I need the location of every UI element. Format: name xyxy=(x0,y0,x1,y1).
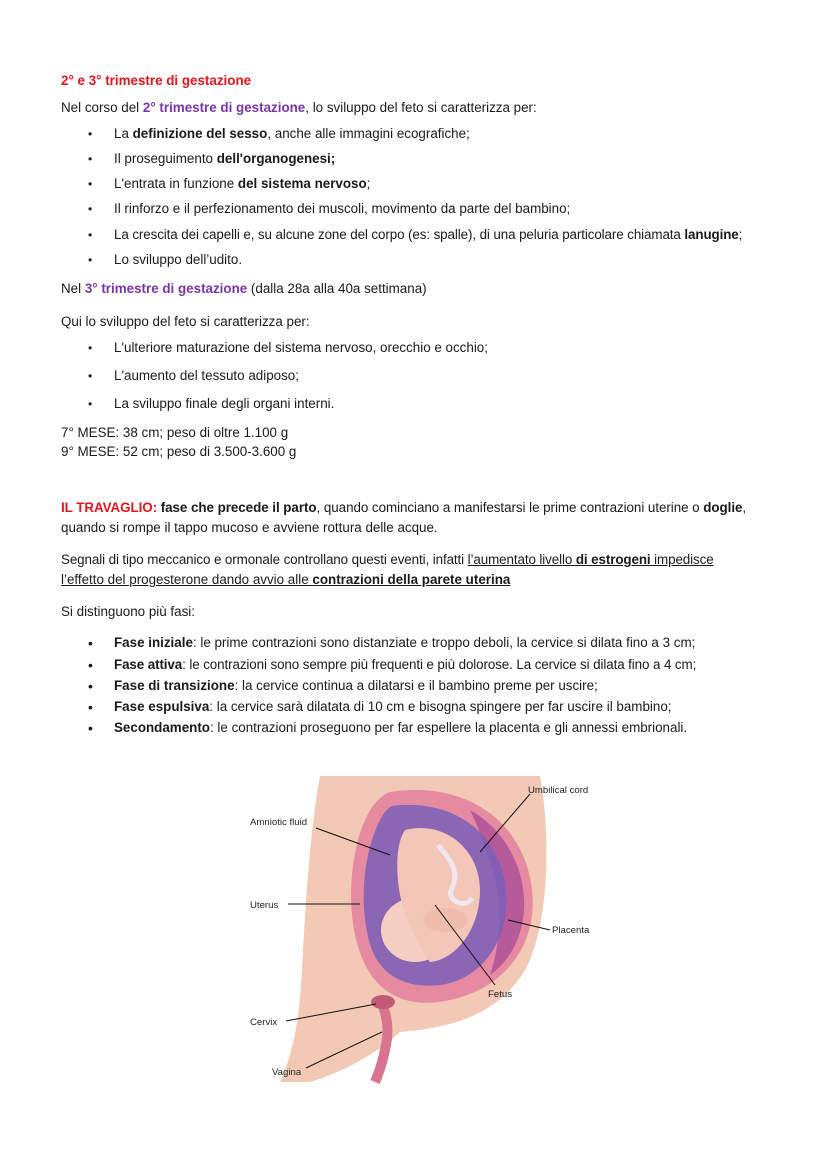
phase-item: Fase espulsiva: la cervice sarà dilatata di 10 cm e bisogna spingere per far uscire il bambino; xyxy=(114,699,672,714)
labor-paragraph-line2: quando si rompe il tappo mucoso e avviene rottura delle acque. xyxy=(61,520,438,535)
list-item: Il proseguimento dell'organogenesi; xyxy=(114,151,336,166)
bullet-icon: • xyxy=(88,202,93,216)
phase-item: Fase di transizione: la cervice continua a dilatarsi e il bambino preme per uscire; xyxy=(114,678,598,693)
label-umbilical-cord: Umbilical cord xyxy=(528,785,589,796)
third-trimester-intro: Nel 3° trimestre di gestazione (dalla 28a alla 40a settimana) xyxy=(61,281,427,296)
month-9-info: 9° MESE: 52 cm; peso di 3.500-3.600 g xyxy=(61,444,297,459)
list-item: La definizione del sesso, anche alle immagini ecografiche; xyxy=(114,126,470,141)
labor-heading: IL TRAVAGLIO: xyxy=(61,500,158,515)
third-trimester-subtitle: Qui lo sviluppo del feto si caratterizza per: xyxy=(61,314,310,329)
phases-intro: Si distinguono più fasi: xyxy=(61,604,195,619)
bullet-icon: • xyxy=(88,253,93,267)
list-item: La sviluppo finale degli organi interni. xyxy=(114,396,335,411)
cervix xyxy=(371,995,395,1009)
label-vagina: Vagina xyxy=(272,1067,302,1078)
list-item: L'aumento del tessuto adiposo; xyxy=(114,368,299,383)
phase-item: Secondamento: le contrazioni proseguono per far espellere la placenta e gli annessi embrionali. xyxy=(114,720,688,735)
label-placenta: Placenta xyxy=(552,925,590,936)
bullet-icon: • xyxy=(88,678,93,694)
phase-item: Fase attiva: le contrazioni sono sempre più frequenti e più dolorose. La cervice si dilata fino a 4 cm; xyxy=(114,657,697,672)
intro-text: , lo sviluppo del feto si caratterizza per: xyxy=(305,100,537,115)
section-heading: 2° e 3° trimestre di gestazione xyxy=(61,73,252,88)
bullet-icon: • xyxy=(88,152,93,166)
highlight-term: 2° trimestre di gestazione xyxy=(142,100,306,115)
labor-paragraph-line1: IL TRAVAGLIO: fase che precede il parto, quando cominciano a manifestarsi le prime contrazioni uterine o doglie, xyxy=(61,500,747,515)
bullet-icon: • xyxy=(88,657,93,673)
second-trimester-intro xyxy=(61,99,537,117)
intro-text: Nel corso del xyxy=(61,100,143,115)
bullet-icon: • xyxy=(88,127,93,141)
bullet-icon: • xyxy=(88,397,93,411)
list-item: Lo sviluppo dell’udito. xyxy=(114,252,243,267)
bullet-icon: • xyxy=(88,635,93,651)
list-item: La crescita dei capelli e, su alcune zone del corpo (es: spalle), di una peluria particolare chiamata lanugine; xyxy=(114,227,743,242)
highlight-term: 3° trimestre di gestazione xyxy=(84,281,248,296)
list-item: L'ulteriore maturazione del sistema nervoso, orecchio e occhio; xyxy=(114,340,488,355)
label-fetus: Fetus xyxy=(488,989,512,1000)
fetus-arm xyxy=(423,908,467,932)
bullet-icon: • xyxy=(88,341,93,355)
bullet-icon: • xyxy=(88,369,93,383)
bullet-icon: • xyxy=(88,177,93,191)
hormone-paragraph-line1: Segnali di tipo meccanico e ormonale controllano questi eventi, infatti l’aumentato livello di estrogeni impedisce xyxy=(61,552,714,567)
pregnancy-illustration xyxy=(240,770,600,1085)
list-item: Il rinforzo e il perfezionamento dei muscoli, movimento da parte del bambino; xyxy=(114,201,571,216)
label-cervix: Cervix xyxy=(250,1017,278,1028)
hormone-paragraph-line2: l’effetto del progesterone dando avvio alle contrazioni della parete uterina xyxy=(61,572,511,587)
bullet-icon: • xyxy=(88,699,93,715)
month-7-info: 7° MESE: 38 cm; peso di oltre 1.100 g xyxy=(61,425,289,440)
bullet-icon: • xyxy=(88,720,93,736)
label-uterus: Uterus xyxy=(250,900,279,911)
list-item: L'entrata in funzione del sistema nervoso; xyxy=(114,176,371,191)
phase-item: Fase iniziale: le prime contrazioni sono distanziate e troppo deboli, la cervice si dilata fino a 3 cm; xyxy=(114,635,696,650)
label-amniotic-fluid: Amniotic fluid xyxy=(250,817,308,828)
bullet-icon: • xyxy=(88,228,93,242)
